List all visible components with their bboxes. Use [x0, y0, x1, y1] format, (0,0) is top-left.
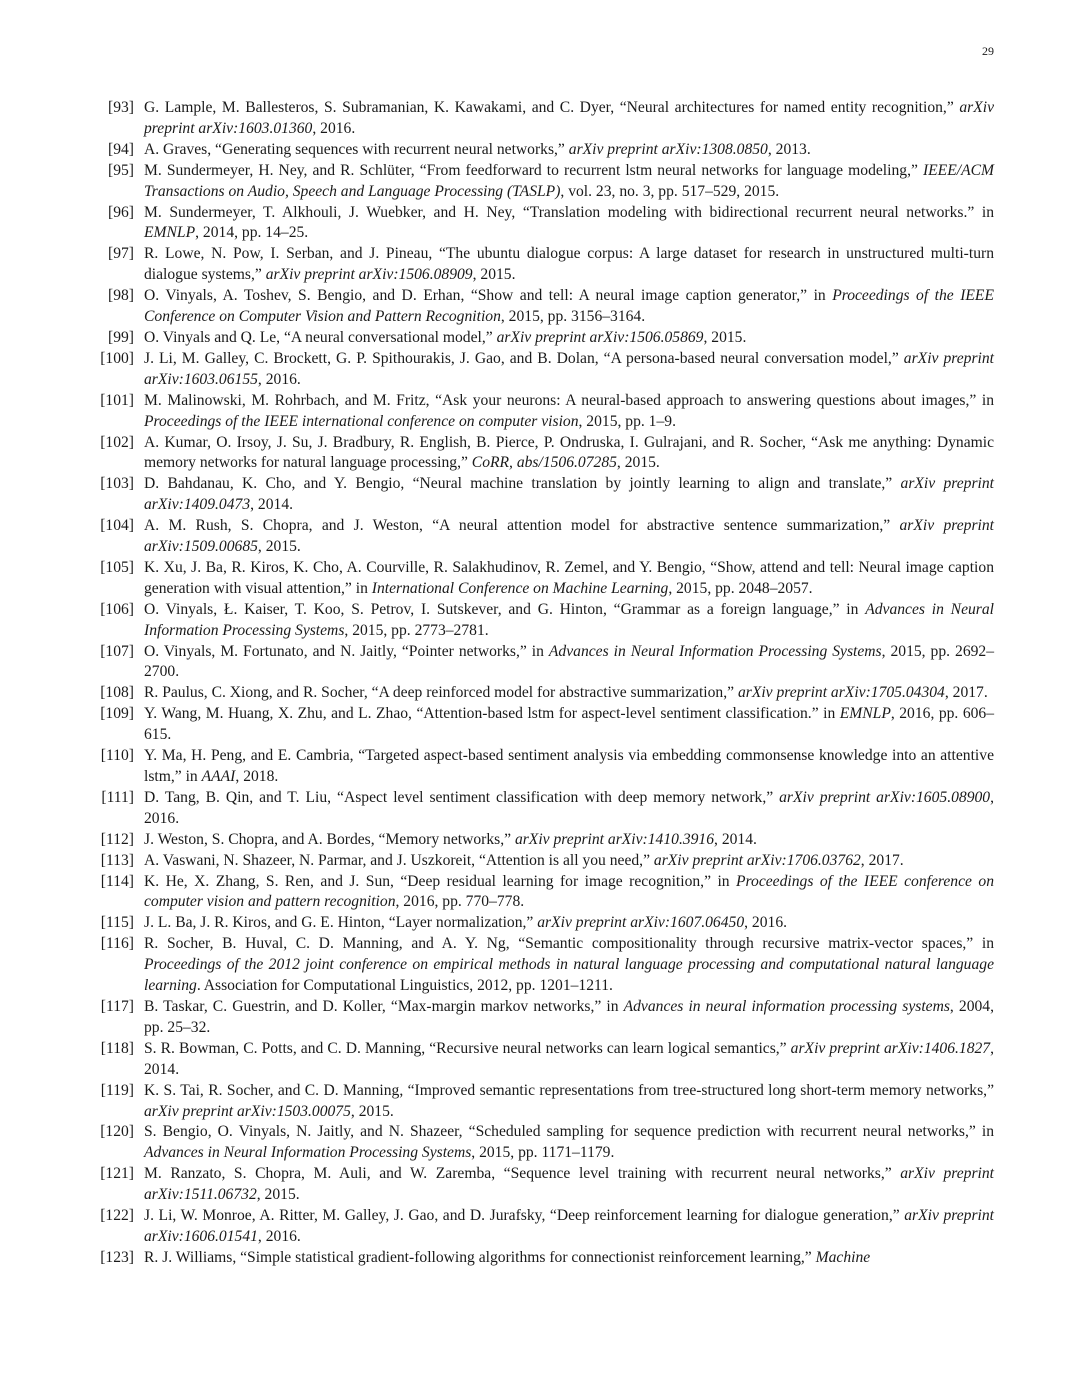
reference-segment: , 2016.	[144, 788, 994, 827]
reference-segment: J. Li, M. Galley, C. Brockett, G. P. Spithourakis, J. Gao, and B. Dolan, “A persona-based neural conversation model,”	[144, 349, 904, 367]
reference-segment: . Association for Computational Linguistics, 2012, pp. 1201–1211.	[196, 977, 613, 995]
reference-number: [107]	[100, 642, 134, 660]
reference-text	[134, 516, 994, 558]
reference-item	[80, 934, 994, 997]
reference-text	[134, 286, 994, 328]
reference-item	[80, 558, 994, 600]
reference-segment: O. Vinyals, M. Fortunato, and N. Jaitly, “Pointer networks,” in	[144, 642, 549, 660]
reference-venue: arXiv preprint arXiv:1603.01360	[144, 99, 994, 137]
reference-text	[134, 683, 994, 704]
reference-segment: , 2013.	[767, 140, 811, 158]
reference-segment: M. Sundermeyer, H. Ney, and R. Schlüter, “From feedforward to recurrent lstm neural networks for language modeling,”	[144, 161, 923, 179]
reference-item	[80, 433, 994, 475]
reference-number: [122]	[100, 1207, 134, 1225]
reference-item	[80, 140, 994, 161]
reference-segment: R. J. Williams, “Simple statistical gradient-following algorithms for connectionist reinforcement learning,”	[144, 1248, 816, 1266]
reference-venue: arXiv preprint arXiv:1406.1827	[790, 1039, 991, 1057]
reference-segment: , 2015.	[257, 538, 301, 556]
reference-venue: Machine	[815, 1248, 871, 1266]
reference-number: [106]	[100, 600, 134, 618]
reference-text	[134, 1248, 994, 1269]
reference-venue: arXiv preprint arXiv:1511.06732	[144, 1165, 995, 1204]
reference-segment: A. M. Rush, S. Chopra, and J. Weston, “A neural attention model for abstractive sentence summarization,”	[144, 517, 900, 535]
reference-segment: Y. Wang, M. Huang, X. Zhu, and L. Zhao, “Attention-based lstm for aspect-level sentiment classification.” in	[144, 705, 840, 723]
reference-number: [112]	[100, 830, 134, 848]
reference-text	[134, 244, 994, 286]
reference-text	[134, 997, 994, 1039]
reference-number: [121]	[100, 1165, 134, 1183]
reference-text	[134, 1122, 994, 1164]
reference-venue: IEEE/ACM Transactions on Audio, Speech and Language Processing (TASLP)	[144, 161, 994, 200]
reference-segment: S. R. Bowman, C. Potts, and C. D. Manning, “Recursive neural networks can learn logical semantics,”	[144, 1039, 791, 1057]
reference-segment: M. Ranzato, S. Chopra, M. Auli, and W. Zaremba, “Sequence level training with recurrent neural networks,”	[144, 1165, 901, 1183]
reference-item	[80, 788, 994, 830]
reference-text	[134, 1039, 994, 1081]
reference-text	[134, 1164, 994, 1206]
reference-item	[80, 704, 994, 746]
reference-item	[80, 328, 994, 349]
reference-venue: EMNLP	[144, 224, 196, 242]
reference-text	[134, 203, 994, 245]
reference-segment: , vol. 23, no. 3, pp. 517–529, 2015.	[560, 182, 780, 200]
reference-item	[80, 1206, 994, 1248]
reference-item	[80, 642, 994, 684]
reference-number: [102]	[100, 433, 134, 451]
reference-venue: arXiv preprint arXiv:1509.00685	[144, 517, 994, 556]
reference-item	[80, 349, 994, 391]
reference-venue: AAAI	[201, 768, 236, 785]
reference-item	[80, 1164, 994, 1206]
reference-item	[80, 516, 994, 558]
reference-segment: , 2015.	[256, 1186, 300, 1204]
reference-segment: , 2018.	[235, 768, 279, 785]
reference-number: [97]	[108, 245, 134, 263]
reference-item	[80, 600, 994, 642]
reference-segment: D. Bahdanau, K. Cho, and Y. Bengio, “Neural machine translation by jointly learning to align and translate,”	[144, 475, 901, 493]
reference-text	[134, 1206, 994, 1248]
reference-number: [100]	[100, 349, 134, 367]
reference-segment: , 2014.	[144, 1039, 994, 1078]
reference-number: [111]	[101, 788, 134, 806]
reference-venue: Proceedings of the IEEE Conference on Computer Vision and Pattern Recognition	[144, 287, 994, 326]
reference-segment: D. Tang, B. Qin, and T. Liu, “Aspect level sentiment classification with deep memory network,”	[144, 788, 780, 806]
reference-venue: arXiv preprint arXiv:1308.0850	[568, 140, 768, 158]
reference-segment: , 2015, pp. 1–9.	[578, 412, 676, 430]
reference-number: [105]	[100, 558, 134, 576]
reference-item	[80, 1248, 994, 1269]
reference-venue: arXiv preprint arXiv:1705.04304	[737, 684, 945, 702]
reference-venue: arXiv preprint arXiv:1606.01541	[144, 1207, 995, 1245]
reference-item	[80, 244, 994, 286]
reference-segment: , 2014.	[714, 830, 757, 848]
reference-text	[134, 1081, 994, 1123]
reference-item	[80, 474, 994, 516]
reference-number: [117]	[100, 997, 134, 1015]
reference-item	[80, 851, 994, 872]
reference-venue: arXiv preprint arXiv:1506.05869	[496, 328, 704, 346]
reference-text	[134, 98, 994, 140]
reference-venue: Advances in Neural Information Processing Systems	[144, 1144, 472, 1162]
reference-venue: International Conference on Machine Learning	[371, 579, 669, 597]
reference-segment: J. Li, W. Monroe, A. Ritter, M. Galley, J. Gao, and D. Jurafsky, “Deep reinforcement learning for dialogue generation,”	[144, 1207, 905, 1225]
reference-segment: , 2015, pp. 2048–2057.	[668, 579, 813, 597]
reference-text	[134, 161, 994, 203]
reference-segment: , 2015.	[472, 266, 516, 284]
reference-item	[80, 1081, 994, 1123]
reference-number: [114]	[100, 872, 134, 890]
reference-number: [115]	[100, 914, 134, 932]
reference-text	[134, 558, 994, 600]
reference-number: [99]	[108, 328, 134, 346]
reference-segment: R. Paulus, C. Xiong, and R. Socher, “A deep reinforced model for abstractive summarization,”	[144, 684, 738, 702]
reference-text	[134, 140, 994, 161]
reference-venue: arXiv preprint arXiv:1605.08900	[779, 788, 991, 806]
reference-number: [108]	[100, 684, 134, 702]
reference-text	[134, 830, 994, 851]
reference-item	[80, 872, 994, 914]
reference-segment: S. Bengio, O. Vinyals, N. Jaitly, and N. Shazeer, “Scheduled sampling for sequence prediction with recurrent neural networks,” in	[144, 1123, 994, 1141]
reference-segment: R. Lowe, N. Pow, I. Serban, and J. Pineau, “The ubuntu dialogue corpus: A large dataset for research in unstructured multi-turn dialogue systems,”	[144, 245, 994, 284]
reference-number: [93]	[108, 99, 134, 116]
reference-text	[134, 433, 994, 475]
reference-item	[80, 161, 994, 203]
reference-segment: O. Vinyals, Ł. Kaiser, T. Koo, S. Petrov, I. Sutskever, and G. Hinton, “Grammar as a foreign language,” in	[144, 600, 866, 618]
reference-venue: arXiv preprint arXiv:1607.06450	[537, 914, 745, 932]
reference-item	[80, 1122, 994, 1164]
reference-segment: R. Socher, B. Huval, C. D. Manning, and A. Y. Ng, “Semantic compositionality through recursive matrix-vector spaces,” in	[144, 935, 994, 953]
reference-text	[134, 349, 994, 391]
reference-number: [123]	[100, 1248, 134, 1266]
reference-segment: , 2016.	[744, 914, 788, 932]
reference-segment: A. Graves, “Generating sequences with recurrent neural networks,”	[144, 140, 569, 158]
reference-venue: Proceedings of the IEEE international conference on computer vision	[144, 412, 579, 430]
reference-segment: , 2016.	[312, 119, 356, 137]
reference-item	[80, 830, 994, 851]
reference-number: [110]	[100, 747, 134, 765]
reference-item	[80, 997, 994, 1039]
reference-segment: K. He, X. Zhang, S. Ren, and J. Sun, “Deep residual learning for image recognition,” in	[144, 872, 737, 890]
reference-segment: J. L. Ba, J. R. Kiros, and G. E. Hinton, “Layer normalization,”	[144, 914, 538, 932]
reference-segment: M. Malinowski, M. Rohrbach, and M. Fritz, “Ask your neurons: A neural-based approach to answering questions about images,” in	[144, 391, 994, 409]
reference-venue: arXiv preprint arXiv:1706.03762	[653, 851, 861, 869]
reference-segment: , 2015, pp. 2692–2700.	[144, 642, 995, 681]
reference-venue: arXiv preprint arXiv:1503.00075	[144, 1102, 351, 1120]
reference-number: [98]	[108, 287, 134, 305]
reference-number: [104]	[100, 517, 134, 535]
reference-segment: , 2016, pp. 770–778.	[395, 893, 525, 911]
reference-venue: arXiv preprint arXiv:1410.3916	[514, 830, 715, 848]
reference-venue: arXiv preprint arXiv:1506.08909	[265, 266, 473, 284]
reference-number: [109]	[100, 705, 134, 723]
reference-segment: K. Xu, J. Ba, R. Kiros, K. Cho, A. Courville, R. Salakhudinov, R. Zemel, and Y. Bengio, “Show, attend and tell: Neural image caption generation with visual attention,” in	[144, 558, 994, 597]
reference-text	[134, 328, 994, 349]
reference-segment: Y. Ma, H. Peng, and E. Cambria, “Targeted aspect-based sentiment analysis via embedding commonsense knowledge into an attentive lstm,” in	[144, 747, 994, 785]
reference-item	[80, 683, 994, 704]
reference-venue: arXiv preprint arXiv:1409.0473	[144, 475, 994, 514]
reference-segment: , 2015, pp. 1171–1179.	[471, 1144, 615, 1162]
reference-venue: Advances in neural information processing systems	[623, 997, 950, 1015]
reference-item	[80, 98, 994, 140]
reference-venue: Proceedings of the IEEE conference on computer vision and pattern recognition	[144, 872, 994, 911]
reference-number: [119]	[100, 1081, 134, 1099]
reference-text	[134, 746, 994, 788]
reference-venue: Proceedings of the 2012 joint conference on empirical methods in natural language processing and computational natural language learning	[144, 956, 994, 995]
reference-number: [118]	[100, 1039, 134, 1057]
reference-number: [113]	[100, 851, 134, 869]
reference-text	[134, 391, 994, 433]
reference-item	[80, 286, 994, 328]
reference-venue: arXiv preprint arXiv:1603.06155	[144, 349, 995, 388]
reference-segment: , 2014, pp. 14–25.	[195, 224, 309, 242]
reference-number: [116]	[100, 935, 134, 953]
reference-text	[134, 642, 994, 684]
reference-number: [96]	[108, 203, 134, 221]
reference-item	[80, 203, 994, 245]
reference-text	[134, 474, 994, 516]
reference-venue: Advances in Neural Information Processing Systems	[548, 642, 882, 660]
reference-number: [95]	[108, 161, 134, 179]
reference-text	[134, 600, 994, 642]
reference-segment: K. S. Tai, R. Socher, and C. D. Manning, “Improved semantic representations from tree-structured long short-term memory networks,”	[144, 1081, 994, 1099]
reference-text	[134, 704, 994, 746]
reference-number: [101]	[100, 391, 134, 409]
reference-segment: O. Vinyals, A. Toshev, S. Bengio, and D. Erhan, “Show and tell: A neural image caption generator,” in	[144, 287, 833, 305]
reference-segment: , 2015.	[616, 454, 660, 472]
reference-segment: , 2017.	[944, 684, 988, 702]
reference-segment: O. Vinyals and Q. Le, “A neural conversational model,”	[144, 328, 497, 346]
reference-item	[80, 746, 994, 788]
reference-segment: , 2015, pp. 3156–3164.	[500, 308, 646, 326]
reference-segment: A. Kumar, O. Irsoy, J. Su, J. Bradbury, R. English, B. Pierce, P. Ondruska, I. Gulrajani, and R. Socher, “Ask me anything: Dynamic memory networks for natural language processing,”	[144, 433, 994, 472]
reference-segment: , 2015, pp. 2773–2781.	[344, 621, 489, 639]
reference-number: [120]	[100, 1123, 134, 1141]
reference-text	[134, 788, 994, 830]
reference-text	[134, 934, 994, 997]
page-number: 29	[982, 44, 994, 58]
reference-venue: Advances in Neural Information Processing Systems	[144, 600, 994, 639]
reference-segment: , 2004, pp. 25–32.	[144, 997, 994, 1036]
reference-segment: , 2016.	[257, 370, 301, 388]
reference-segment: , 2016, pp. 606–615.	[144, 705, 995, 744]
reference-segment: , 2015.	[350, 1102, 394, 1120]
reference-segment: , 2017.	[860, 851, 904, 869]
reference-segment: M. Sundermeyer, T. Alkhouli, J. Wuebker, and H. Ney, “Translation modeling with bidirectional recurrent neural networks.” in	[144, 203, 994, 221]
reference-segment: , 2016.	[257, 1227, 301, 1245]
reference-text	[134, 851, 994, 872]
reference-venue: CoRR, abs/1506.07285	[471, 454, 617, 472]
reference-text	[134, 872, 994, 914]
reference-segment: J. Weston, S. Chopra, and A. Bordes, “Memory networks,”	[144, 830, 515, 848]
reference-segment: B. Taskar, C. Guestrin, and D. Koller, “Max-margin markov networks,” in	[144, 997, 624, 1015]
reference-list	[80, 98, 994, 1269]
reference-segment: , 2015.	[703, 328, 747, 346]
reference-item	[80, 1039, 994, 1081]
reference-number: [94]	[108, 140, 134, 158]
reference-segment: A. Vaswani, N. Shazeer, N. Parmar, and J. Uszkoreit, “Attention is all you need,”	[144, 851, 654, 869]
reference-item	[80, 391, 994, 433]
reference-item	[80, 913, 994, 934]
reference-number: [103]	[100, 475, 134, 493]
reference-text	[134, 913, 994, 934]
reference-venue: EMNLP	[839, 705, 891, 723]
reference-segment: G. Lample, M. Ballesteros, S. Subramanian, K. Kawakami, and C. Dyer, “Neural architectures for named entity recognition,”	[144, 99, 960, 116]
reference-segment: , 2014.	[250, 496, 294, 514]
